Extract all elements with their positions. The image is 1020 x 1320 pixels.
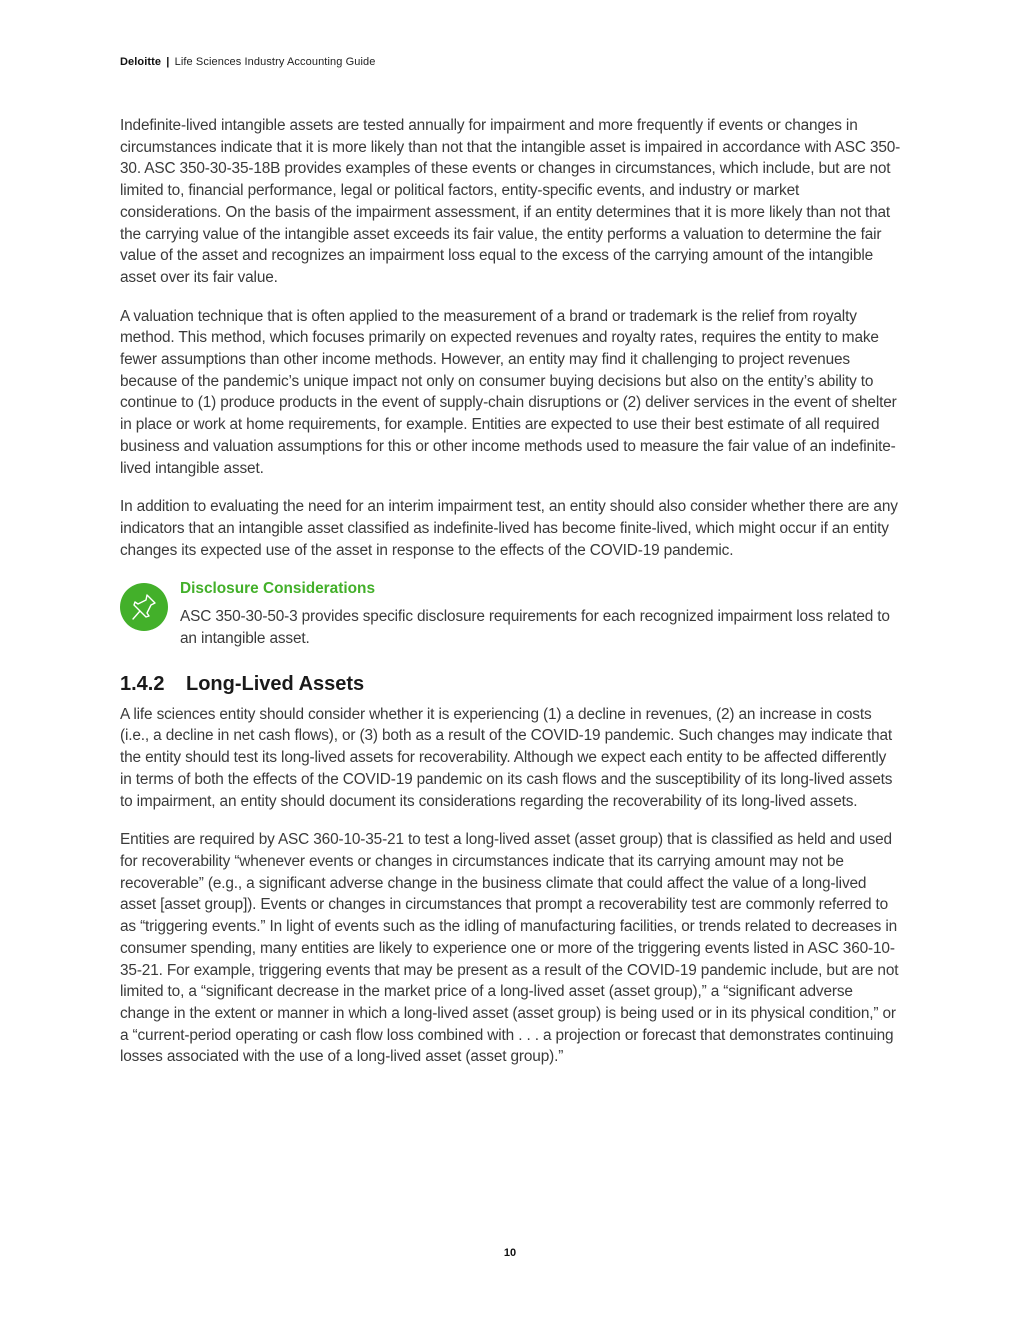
paragraph-interim-impairment: In addition to evaluating the need for an interim impairment test, an entity should also consider whether there are any indicators that an intangible asset classified as indefinite-lived has become finite-lived, which might occur if an entity changes its expected use of the asset in response to the effects of the COVID-19 pandemic. — [120, 498, 898, 559]
callout-text: ASC 350-30-50-3 provides specific disclosure requirements for each recognized impairment loss related to an intangible asset. — [180, 608, 890, 648]
section-title: Long-Lived Assets — [186, 672, 365, 695]
paragraph-valuation-technique: A valuation technique that is often applied to the measurement of a brand or trademark is the relief from royalty method. This method, which focuses primarily on expected revenues and royalty rates, requires the entity to make fewer assumptions than other income methods. However, an entity may find it challenging to project revenues because of the pandemic’s unique impact not only on consumer buying decisions but also on the entity’s ability to continue to (1) produce products in the event of supply-chain disruptions or (2) deliver services in the event of shelter in place or work at home requirements, for example. Entities are expected to use their best estimate of all required business and valuation assumptions for this or other income methods used to measure the fair value of an indefinite-lived intangible asset. — [120, 307, 897, 477]
paragraph-long-lived-intro: A life sciences entity should consider whether it is experiencing (1) a decline in revenues, (2) an increase in costs (i.e., a decline in net cash flows), or (3) both as a result of the COVID-19 pandemic. Such changes may indicate that the entity should test its long-lived assets for recoverability. Although we expect each entity to be affected differently in terms of both the effects of the COVID-19 pandemic on its cash flows and the susceptibility of its long-lived assets to impairment, an entity should document its considerations regarding the recoverability of its long-lived assets. — [120, 705, 893, 810]
header-brand: Deloitte — [120, 56, 162, 68]
paragraph-indefinite-lived: Indefinite-lived intangible assets are tested annually for impairment and more frequently if events or changes in circumstances indicate that it is more likely than not that the intangible asset is impaired in accordance with ASC 350-30. ASC 350-30-35-18B provides examples of these events or changes in circumstances, which include, but are not limited to, financial performance, legal or political factors, entity-specific events, and industry or market considerations. On the basis of the impairment assessment, if an entity determines that it is more likely than not that the carrying value of the intangible asset exceeds its fair value, the entity performs a valuation to determine the fair value of the asset and recognizes an impairment loss equal to the excess of the carrying amount of the intangible asset over its fair value. — [120, 117, 901, 286]
section-number: 1.4.2 — [120, 672, 165, 695]
header-separator: | — [166, 56, 170, 68]
callout-title: Disclosure Considerations — [180, 580, 375, 598]
header-title: Life Sciences Industry Accounting Guide — [174, 56, 376, 68]
disclosure-callout — [120, 578, 902, 649]
running-header — [120, 56, 375, 68]
pushpin-icon — [120, 583, 168, 631]
paragraph-triggering-events: Entities are required by ASC 360-10-35-21 to test a long-lived asset (asset group) that is classified as held and used for recoverability “whenever events or changes in circumstances indicate that its carrying amount may not be recoverable” (e.g., a significant adverse change in the business climate that could affect the value of a long-lived asset [asset group]). Events or changes in circumstances that prompt a recoverability test are commonly referred to as “triggering events.” In light of events such as the idling of manufacturing facilities, or trends related to decreases in consumer spending, many entities are likely to experience one or more of the triggering events listed in ASC 360-10-35-21. For example, triggering events that may be present as a result of the COVID-19 pandemic include, but are not limited to, a “significant decrease in the market price of a long-lived asset (asset group),” a “significant adverse change in the extent or manner in which a long-lived asset (asset group) is being used or in its physical condition,” or a “current-period operating or cash flow loss combined with . . . a projection or forecast that demonstrates continuing losses associated with the use of a long-lived asset (asset group).” — [120, 831, 899, 1066]
page-number: 10 — [503, 1247, 517, 1259]
page-content — [120, 115, 902, 1085]
section-heading — [120, 670, 902, 698]
